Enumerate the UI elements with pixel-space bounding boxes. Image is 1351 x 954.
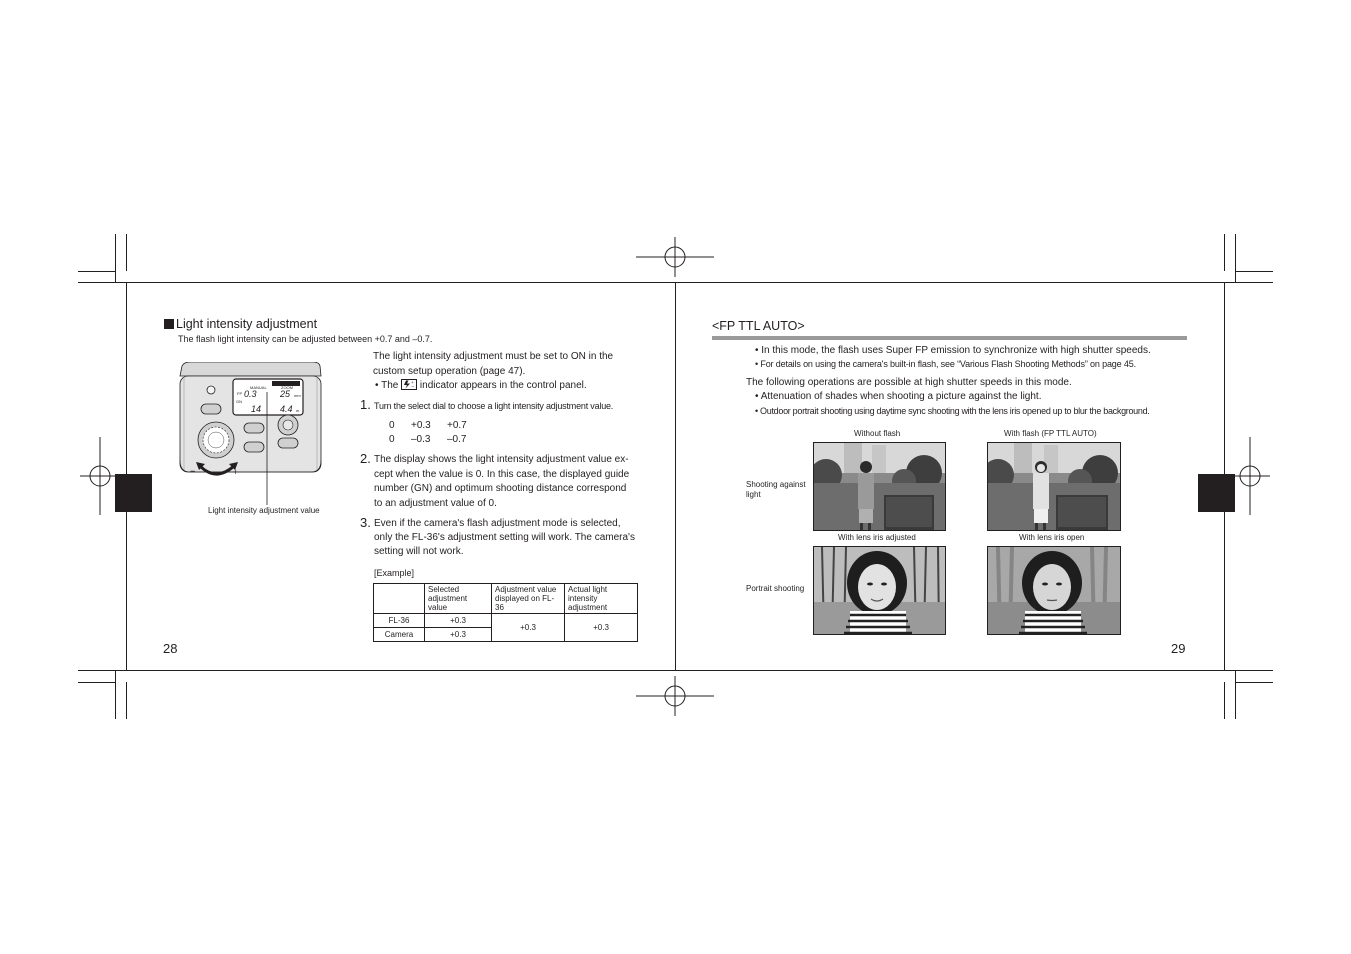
table-cell: +0.3 [425,614,492,628]
table-header-cell: Selected adjustment value [425,584,492,614]
lcd-unit-m: m [296,408,300,413]
step1-number: 1. [360,397,371,412]
table-header-row [374,584,638,614]
lcd-mode: MANUAL [250,385,267,390]
svg-text:+: + [233,467,239,477]
heading-rule [712,336,1187,340]
page-number-right: 29 [1171,641,1186,656]
value-cell: 0 [389,420,395,431]
value-cell: +0.3 [411,420,431,431]
step2-line: The display shows the light intensity adjustment value ex- [374,454,629,465]
bullet-post-text: indicator appears in the control panel. [419,380,587,391]
flash-unit-illustration [178,362,323,507]
table-cell-merged: +0.3 [565,614,638,642]
table-row [374,614,638,628]
column-label-with-flash: With flash (FP TTL AUTO) [1004,429,1097,438]
registration-mark-right [1230,437,1270,515]
lcd-fp: FP [237,391,243,396]
step3-line: only the FL-36's adjustment setting will work. The camera's [374,532,635,543]
square-bullet-icon [164,319,174,329]
step2-line: number (GN) and optimum shooting distance correspond [374,483,627,494]
example-table [373,583,638,642]
step3-line: setting will not work. [374,546,464,557]
table-header-cell [374,584,425,614]
step2-line: cept when the value is 0. In this case, the displayed guide [374,469,630,480]
step2-number: 2. [360,451,371,466]
registration-mark-top [636,237,714,277]
svg-text:−: − [190,466,196,476]
bullet-4: • Outdoor portrait shooting using daytime sync shooting with the lens iris opened up to blur the background. [755,406,1150,416]
para1-line2: custom setup operation (page 47). [373,366,526,377]
photo-backlit-without-flash [813,442,946,531]
page-number-left: 28 [163,641,178,656]
value-cell: –0.7 [447,434,467,445]
figure-caption: Light intensity adjustment value [208,506,320,515]
step2-line: to an adjustment value of 0. [374,498,497,509]
registration-mark-bottom [636,676,714,716]
step3-line: Even if the camera's flash adjustment mode is selected, [374,518,621,529]
flash-adjust-icon [401,379,417,390]
bullet-pre-text: • The [375,380,399,391]
lcd-value-gn: 14 [251,404,262,414]
lcd-gn: GN [236,399,242,404]
caption-iris-open: With lens iris open [1019,533,1085,542]
bullet-3: • Attenuation of shades when shooting a picture against the light. [755,391,1042,402]
registration-mark-left [80,437,120,515]
photo-portrait-iris-open [987,546,1121,635]
lcd-value-distance: 4.4 [280,404,293,414]
table-cell: Camera [374,628,425,642]
lcd-value-zoom: 25 [280,389,291,399]
row-label-portrait: Portrait shooting [746,584,805,593]
section-heading: Light intensity adjustment [164,317,317,331]
para-operations: The following operations are possible at high shutter speeds in this mode. [746,377,1072,388]
example-label: [Example] [374,568,415,578]
row-label-line: light [746,490,761,499]
value-cell: +0.7 [447,420,467,431]
caption-iris-adjusted: With lens iris adjusted [838,533,916,542]
column-label-without-flash: Without flash [854,429,901,438]
value-cell: –0.3 [411,434,431,445]
fp-ttl-heading: <FP TTL AUTO> [712,319,805,333]
row-label-against-light [746,480,806,500]
flash-indicator-bullet [375,379,587,394]
lcd-unit-mm: mm [294,393,301,398]
table-header-cell: Adjustment value displayed on FL-36 [492,584,565,614]
thumb-tab-left [115,474,152,512]
table-cell-merged: +0.3 [492,614,565,642]
bullet-2: • For details on using the camera's built-in flash, see “Various Flash Shooting Methods” on page 45. [755,359,1136,369]
step3-number: 3. [360,515,371,530]
bullet-1: • In this mode, the flash uses Super FP emission to synchronize with high shutter speeds. [755,345,1151,356]
table-cell: FL-36 [374,614,425,628]
svg-text:−: − [411,384,415,390]
svg-text:+: + [411,380,414,385]
thumb-tab-right [1198,474,1235,512]
value-cell: 0 [389,434,395,445]
table-cell: +0.3 [425,628,492,642]
row-label-line: Shooting against [746,480,806,489]
photo-portrait-iris-adjusted [813,546,946,635]
para1-line1: The light intensity adjustment must be set to ON in the [373,351,614,362]
intro-text: The flash light intensity can be adjusted between +0.7 and –0.7. [178,334,433,344]
lcd-value-adjust: 0.3 [244,389,257,399]
step1-text: Turn the select dial to choose a light intensity adjustment value. [374,401,614,411]
photo-backlit-with-flash [987,442,1121,531]
lcd-zoom: ZOOM [281,385,293,390]
table-header-cell: Actual light intensity adjustment [565,584,638,614]
